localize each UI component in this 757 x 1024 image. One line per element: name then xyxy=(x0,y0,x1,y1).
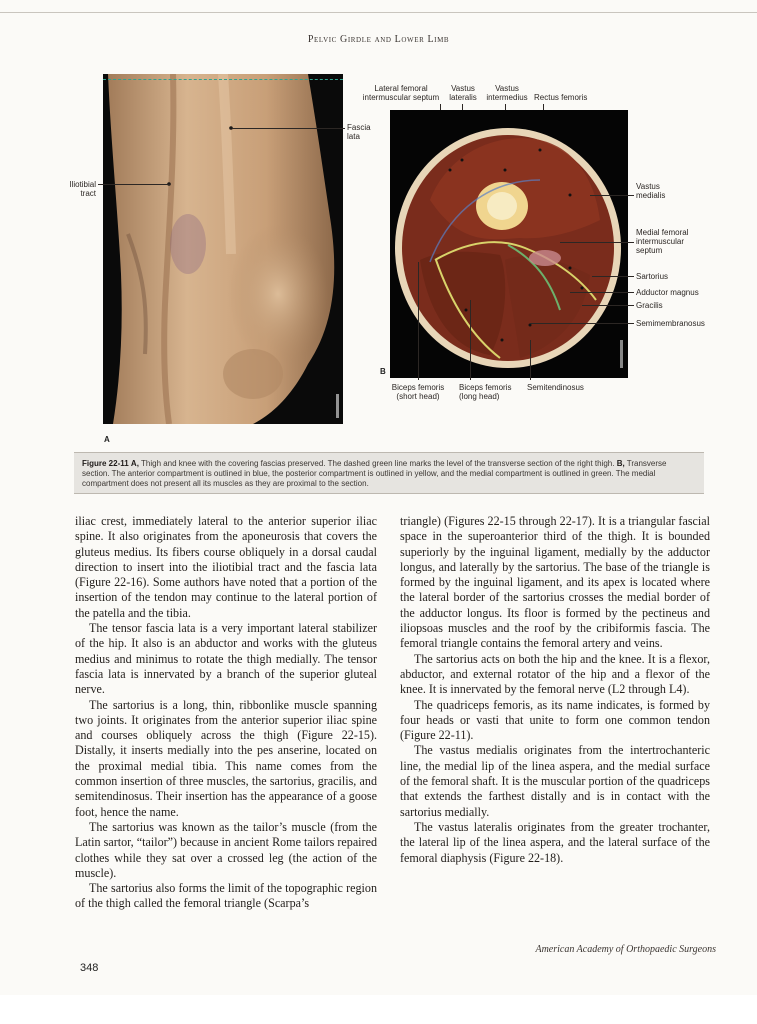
panel-b-letter: B xyxy=(380,367,386,376)
paragraph: The vastus medialis originates from the intertrochanteric line, the medial lip of the linea aspera, and the medial surface of the femoral shaft. It is the muscular portion of the quadriceps that extends the farthest distally and is in contact with the sartorius medially. xyxy=(400,743,710,819)
paragraph: iliac crest, immediately lateral to the anterior superior iliac spine. It also originates from the aponeurosis that covers the gluteus medius. Its fibers course obliquely in a dorsal caudal direction to insert into the iliotibial tract and the fascia lata (Figure 22-16). Some authors have noted that a portion of the insertion of the tendon may continue to the lateral portion of the patella and the tibia. xyxy=(75,514,377,620)
label-line: medialis xyxy=(636,191,666,200)
label-line: intermuscular septum xyxy=(362,93,440,102)
leader-line xyxy=(530,323,634,324)
figure-caption xyxy=(74,452,704,494)
paragraph: The tensor fascia lata is a very important lateral stabilizer of the hip. It also is an abductor and works with the gluteus medius and minimus to rotate the thigh medially. The tensor fascia lata is innervated by a branch of the superior gluteal nerve. xyxy=(75,621,377,697)
label-line: (long head) xyxy=(459,392,500,401)
caption-text xyxy=(74,453,704,490)
paragraph: The quadriceps femoris, as its name indicates, is formed by four heads or vasti that unite to form one common tendon (Figure 22-11). xyxy=(400,697,710,743)
paragraph: The sartorius also forms the limit of the topographic region of the thigh called the femoral triangle (Scarpa’s xyxy=(75,881,377,911)
leader-line xyxy=(582,305,634,306)
label-line: septum xyxy=(636,246,663,255)
label-line: tract xyxy=(80,189,96,198)
page-number: 348 xyxy=(80,962,99,974)
leader-line xyxy=(560,242,634,243)
label-line: Vastus xyxy=(495,84,519,93)
caption-part-b-text: Transverse section. The anterior compartment is outlined in blue, the posterior compartment is outlined in yellow, and the medial compartment is outlined in green. The medial compartment does not present all its muscles as they are proximal to the section. xyxy=(82,459,667,489)
thigh-knee-photo-illustration xyxy=(103,74,343,424)
label-vastus-lateralis xyxy=(446,84,480,102)
label-medial-femoral-septum xyxy=(636,228,688,255)
label-line: lateralis xyxy=(449,93,477,102)
section-level-dashed-line xyxy=(103,79,343,80)
label-semitendinosus: Semitendinosus xyxy=(527,383,584,392)
label-line: intermedius xyxy=(486,93,528,102)
top-rule xyxy=(0,12,757,13)
label-biceps-femoris-short-head xyxy=(388,383,448,401)
label-lateral-femoral-septum xyxy=(360,84,442,102)
leader-line xyxy=(590,195,634,196)
right-text-column xyxy=(400,514,710,866)
running-head: Pelvic Girdle and Lower Limb xyxy=(307,34,450,45)
leader-line xyxy=(98,184,170,185)
label-line: Biceps femoris xyxy=(391,383,445,392)
caption-part-b: B, xyxy=(616,459,625,468)
leader-line xyxy=(592,276,634,277)
label-line: Iliotibial xyxy=(69,180,96,189)
label-line: Vastus xyxy=(636,182,660,191)
label-line: Medial femoral xyxy=(636,228,689,237)
label-semimembranosus: Semimembranosus xyxy=(636,319,705,328)
label-line: (short head) xyxy=(396,392,440,401)
caption-part-a: A, xyxy=(130,459,139,468)
caption-figure-label: Figure 22-11 xyxy=(82,459,129,468)
label-biceps-femoris-long-head xyxy=(459,383,511,401)
figure-panel-b-photo xyxy=(390,110,628,378)
paragraph: triangle) (Figures 22-15 through 22-17). It is a triangular fascial space in the superoanterior third of the thigh. It is bounded superiorly by the inguinal ligament, medially by the adductor longus, and laterally by the sartorius. The base of the triangle is formed by the inguinal ligament, and its apex is located where the lateral border of the sartorius crosses the medial border of the adductor longus. Its floor is formed by the pectineus and iliopsoas muscles and the roof by the cribiformis fascia. The femoral triangle contains the femoral artery and veins. xyxy=(400,514,710,651)
label-vastus-medialis xyxy=(636,182,665,200)
label-rectus-femoris: Rectus femoris xyxy=(534,93,588,102)
figure-panel-a-photo xyxy=(103,74,343,424)
label-gracilis: Gracilis xyxy=(636,301,663,310)
label-line: Vastus xyxy=(451,84,475,93)
label-line: Biceps femoris xyxy=(459,383,512,392)
panel-a-letter: A xyxy=(104,435,110,444)
paragraph: The sartorius acts on both the hip and the knee. It is a flexor, abductor, and external rotator of the hip and a flexor of the knee. It is innervated by the femoral nerve (L2 through L4). xyxy=(400,651,710,697)
leader-line xyxy=(570,292,634,293)
label-adductor-magnus: Adductor magnus xyxy=(636,288,699,297)
label-iliotibial-tract xyxy=(62,180,96,198)
label-line: intermuscular xyxy=(636,237,685,246)
label-sartorius: Sartorius xyxy=(636,272,669,281)
label-line: lata xyxy=(347,132,360,141)
left-text-column xyxy=(75,514,377,912)
transverse-section-illustration xyxy=(390,110,628,378)
label-vastus-intermedius xyxy=(482,84,532,102)
leader-line xyxy=(418,262,419,380)
leader-line xyxy=(530,340,531,380)
paragraph: The sartorius was known as the tailor’s muscle (from the Latin sartor, “tailor”) because in ancient Rome tailors repaired clothes while they sat over a crossed leg (the action of the muscle). xyxy=(75,819,377,880)
leader-line xyxy=(232,128,345,129)
page-bottom-margin xyxy=(0,995,757,1024)
caption-part-a-text: Thigh and knee with the covering fascias preserved. The dashed green line marks the level of the transverse section of the right thigh. xyxy=(138,459,617,468)
label-fascia-lata xyxy=(347,123,371,141)
publisher-footer: American Academy of Orthopaedic Surgeons xyxy=(535,944,716,955)
leader-line xyxy=(470,300,471,380)
label-line: Fascia xyxy=(347,123,371,132)
label-line: Lateral femoral xyxy=(374,84,428,93)
paragraph: The vastus lateralis originates from the greater trochanter, the lateral lip of the linea aspera, and the lateral surface of the femoral diaphysis (Figure 22-18). xyxy=(400,819,710,865)
paragraph: The sartorius is a long, thin, ribbonlike muscle spanning two joints. It originates from the anterior superior iliac spine and courses obliquely across the thigh (Figure 22-15). Distally, it inserts medially into the pes anserine, located on the proximal medial tibia. This name comes from the common insertion of three muscles, the sartorius, gracilis, and semitendinosus. Their insertion has the appearance of a goose foot, hence the name. xyxy=(75,697,377,819)
